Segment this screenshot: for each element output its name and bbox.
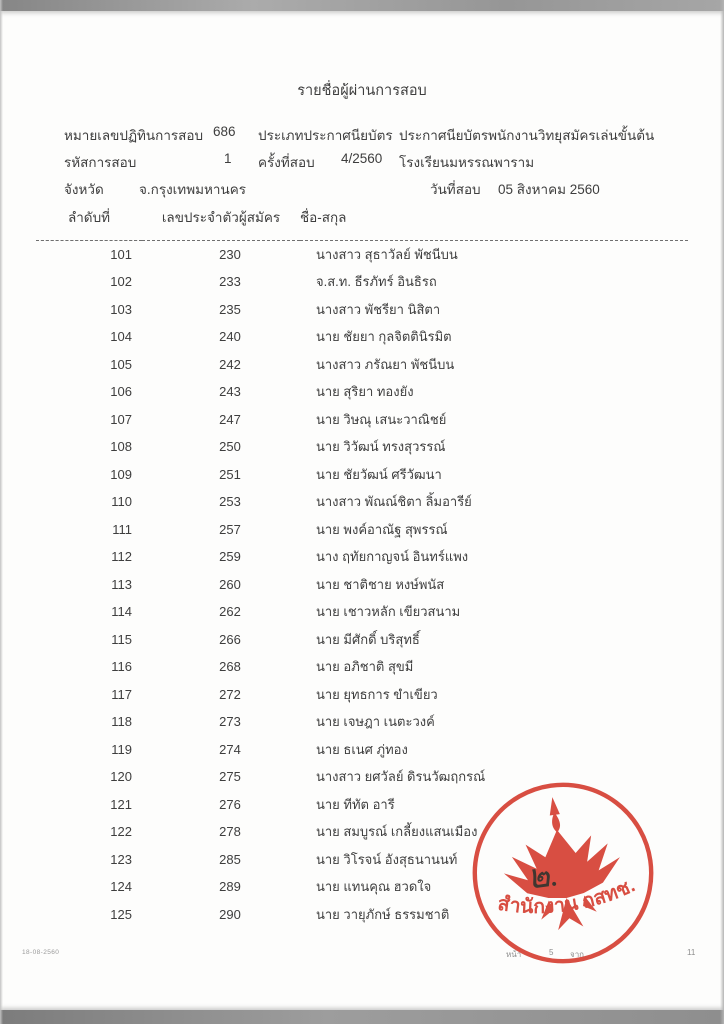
row-seq: 121 [110, 796, 132, 812]
footer-print-code: 18-08-2560 [22, 949, 60, 956]
row-name: นางสาว ยศวัลย์ ดิรนวัฒฤกรณ์ [316, 769, 486, 785]
row-id: 285 [219, 851, 241, 867]
row-name: นาย วายุภักษ์ ธรรมชาติ [316, 906, 450, 922]
row-name: นาย ธเนศ ภู่ทอง [316, 741, 408, 757]
exam-date-value: 05 สิงหาคม 2560 [498, 182, 600, 197]
row-name: นาย พงค์อาณัฐ สุพรรณ์ [316, 521, 448, 537]
row-seq: 115 [111, 631, 132, 647]
row-id: 250 [219, 439, 241, 455]
table-row [36, 268, 688, 296]
footer-page-number: 5 [549, 948, 554, 957]
row-id: 259 [219, 549, 241, 565]
row-seq: 111 [112, 521, 132, 537]
row-name: นาย อภิชาติ สุขมี [316, 659, 414, 675]
table-row [36, 626, 688, 654]
scan-edge-bottom [0, 1010, 724, 1024]
exam-code-label: รหัสการสอบ [64, 155, 137, 170]
row-id: 247 [219, 411, 241, 427]
row-seq: 104 [110, 329, 132, 345]
row-name: นางสาว พัณณ์ชิตา ลิ้มอารีย์ [316, 494, 472, 510]
row-id: 274 [219, 741, 241, 757]
row-id: 253 [219, 494, 241, 510]
column-header-id: เลขประจำตัวผู้สมัคร [142, 204, 300, 241]
province-value: จ.กรุงเทพมหานคร [139, 182, 246, 197]
row-name: นาย วิโรจน์ อังสุธนานนท์ [316, 851, 458, 867]
row-id: 275 [219, 769, 241, 785]
garuda-stamp-icon [452, 762, 673, 983]
table-row [36, 516, 688, 544]
row-id: 240 [219, 329, 241, 345]
row-name: นางสาว พัชรียา นิสิตา [316, 301, 441, 317]
table-row [36, 296, 688, 324]
venue-value: โรงเรียนมหรรณพาราม [399, 155, 535, 170]
table-row [36, 736, 688, 764]
page-title: รายชื่อผู้ผ่านการสอบ [297, 83, 427, 99]
row-id: 233 [219, 274, 241, 290]
row-seq: 122 [110, 824, 132, 840]
row-id: 272 [219, 686, 241, 702]
row-seq: 124 [110, 879, 132, 895]
table-row [36, 708, 688, 736]
row-id: 243 [219, 384, 241, 400]
row-seq: 105 [110, 356, 132, 372]
row-id: 266 [219, 631, 241, 647]
table-row [36, 351, 688, 379]
row-id: 251 [219, 466, 241, 482]
exam-code-value: 1 [224, 151, 232, 166]
row-name: นาย ชัยวัฒน์ ศรีวัฒนา [316, 466, 442, 482]
row-id: 257 [219, 521, 241, 537]
row-seq: 125 [110, 906, 132, 922]
row-seq: 112 [111, 549, 132, 565]
row-seq: 108 [110, 439, 132, 455]
table-row [36, 598, 688, 626]
row-seq: 116 [111, 659, 132, 675]
row-id: 276 [219, 796, 241, 812]
cert-type-label: ประเภทประกาศนียบัตร [258, 128, 393, 143]
official-stamp [452, 762, 673, 983]
table-header-row [36, 204, 688, 241]
row-name: นางสาว สุธาวัลย์ พัชนีบน [316, 247, 458, 262]
row-id: 235 [219, 301, 241, 317]
row-name: นาย เจษฎา เนตะวงค์ [316, 714, 435, 730]
session-value: 4/2560 [341, 151, 383, 166]
row-id: 290 [219, 906, 241, 922]
row-name: นาย ชัยยา กุลจิตตินิรมิต [316, 329, 452, 345]
stamp-text: สำนักงาน กสทช. [496, 874, 639, 919]
column-header-seq: ลำดับที่ [36, 204, 142, 241]
row-name: นาย สุริยา ทองยัง [316, 384, 414, 400]
table-row [36, 241, 688, 269]
row-name: นาย สมบูรณ์ เกลี้ยงแสนเมือง [316, 824, 478, 840]
row-name: นาย ชาติชาย หงษ์พนัส [316, 576, 445, 592]
row-seq: 103 [110, 301, 132, 317]
row-seq: 101 [110, 247, 132, 262]
row-seq: 123 [110, 851, 132, 867]
calendar-value: 686 [213, 124, 236, 139]
row-name: นาย มีศักดิ์ บริสุทธิ์ [316, 631, 420, 647]
table-row [36, 681, 688, 709]
row-id: 262 [219, 604, 241, 620]
row-seq: 107 [110, 411, 132, 427]
table-row [36, 488, 688, 516]
calendar-label: หมายเลขปฏิทินการสอบ [64, 128, 204, 143]
exam-info-header [0, 122, 724, 206]
handwritten-mark: ๒. [524, 856, 561, 897]
row-seq: 120 [110, 769, 132, 785]
row-id: 273 [219, 714, 241, 730]
row-name: นาย เชาวหลัก เขียวสนาม [316, 604, 461, 620]
row-name: นาย แทนคุณ ฮวดใจ [316, 879, 432, 895]
row-seq: 110 [111, 494, 132, 510]
row-id: 268 [219, 659, 241, 675]
footer-page-label: หน้า [506, 950, 522, 959]
row-id: 278 [219, 824, 241, 840]
table-row [36, 378, 688, 406]
row-seq: 106 [110, 384, 132, 400]
row-seq: 117 [111, 686, 132, 702]
table-row [36, 433, 688, 461]
column-header-name: ชื่อ-สกุล [300, 204, 688, 241]
session-label: ครั้งที่สอบ [258, 155, 315, 170]
row-seq: 109 [110, 466, 132, 482]
row-seq: 119 [111, 741, 132, 757]
row-id: 230 [219, 247, 241, 262]
row-seq: 102 [110, 274, 132, 290]
row-seq: 118 [111, 714, 132, 730]
row-name: นาย ทีทัต อารี [316, 796, 395, 812]
province-label: จังหวัด [64, 182, 104, 197]
table-row [36, 543, 688, 571]
row-name: นางสาว ภรัณยา พัชนีบน [316, 356, 455, 372]
footer-page-total: 11 [687, 948, 696, 957]
table-row [36, 323, 688, 351]
footer-of-label: จาก [570, 950, 585, 959]
row-name: นาย วิษณุ เสนะวาณิชย์ [316, 411, 447, 427]
row-id: 289 [219, 879, 241, 895]
table-row [36, 461, 688, 489]
row-id: 260 [219, 576, 241, 592]
scan-edge-top [0, 0, 724, 11]
cert-type-value: ประกาศนียบัตรพนักงานวิทยุสมัครเล่นขั้นต้น [399, 128, 655, 143]
row-name: นาย ยุทธการ ขำเขียว [316, 686, 438, 702]
exam-date-label: วันที่สอบ [430, 182, 481, 197]
table-row [36, 571, 688, 599]
row-name: นาย วิวัฒน์ ทรงสุวรรณ์ [316, 439, 446, 455]
table-row [36, 653, 688, 681]
row-name: นาง ฤทัยกาญจน์ อินทร์แพง [316, 549, 469, 565]
row-id: 242 [219, 356, 241, 372]
row-seq: 113 [111, 576, 132, 592]
table-row [36, 406, 688, 434]
row-name: จ.ส.ท. ธีรภัทร์ อินธิรถ [316, 274, 437, 290]
row-seq: 114 [111, 604, 132, 620]
